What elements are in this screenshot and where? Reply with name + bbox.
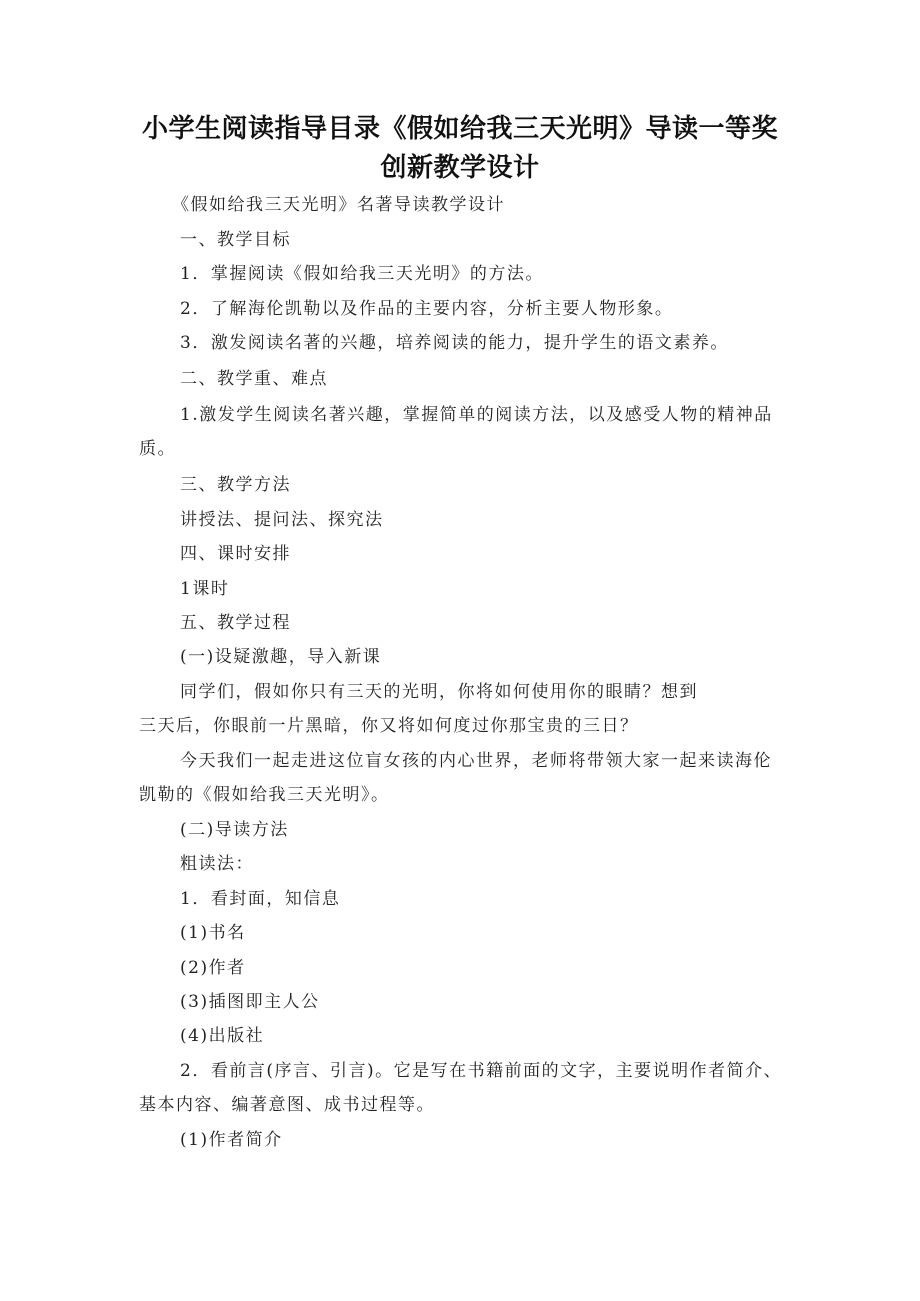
paragraph-line: 今天我们一起走进这位盲女孩的内心世界，老师将带领大家一起来读海伦	[180, 751, 772, 771]
paragraph-line: 粗读法：	[180, 854, 254, 874]
list-item: (1)书名	[180, 923, 246, 943]
subsection-heading: (一)设疑激趣，导入新课	[180, 647, 382, 667]
paragraph-line: 质。	[139, 439, 176, 459]
section-heading: 五、教学过程	[180, 613, 291, 633]
paragraph-line: 同学们，假如你只有三天的光明，你将如何使用你的眼睛？想到	[180, 682, 698, 702]
paragraph-line: 1.激发学生阅读名著兴趣，掌握简单的阅读方法，以及感受人物的精神品	[180, 405, 773, 425]
section-heading: 三、教学方法	[180, 475, 291, 495]
paragraph-line: 讲授法、提问法、探究法	[180, 510, 384, 530]
list-item: (4)出版社	[180, 1026, 265, 1046]
section-heading: 二、教学重、难点	[180, 369, 328, 389]
list-item: (2)作者	[180, 958, 246, 978]
list-item: 3．激发阅读名著的兴趣，培养阅读的能力，提升学生的语文素养。	[180, 333, 729, 353]
list-item: 2．看前言(序言、引言)。它是写在书籍前面的文字，主要说明作者简介、	[180, 1061, 783, 1081]
subsection-heading: (二)导读方法	[180, 820, 289, 840]
list-item: 1．掌握阅读《假如给我三天光明》的方法。	[180, 264, 544, 284]
paragraph-line: 凯勒的《假如给我三天光明》。	[139, 785, 390, 805]
list-item: 1．看封面，知信息	[180, 889, 341, 909]
document-title-line-2: 创新教学设计	[380, 153, 540, 183]
section-heading: 一、教学目标	[180, 230, 291, 250]
list-item: (1)作者简介	[180, 1130, 283, 1150]
paragraph-line: 1课时	[180, 579, 230, 599]
paragraph-line: 基本内容、编著意图、成书过程等。	[139, 1095, 435, 1115]
paragraph-line: 三天后，你眼前一片黑暗，你又将如何度过你那宝贵的三日？	[139, 716, 639, 736]
subtitle: 《假如给我三天光明》名著导读教学设计	[172, 195, 505, 215]
list-item: (3)插图即主人公	[180, 992, 320, 1012]
section-heading: 四、课时安排	[180, 544, 291, 564]
document-title-line-1: 小学生阅读指导目录《假如给我三天光明》导读一等奖	[141, 114, 778, 144]
list-item: 2．了解海伦凯勒以及作品的主要内容，分析主要人物形象。	[180, 299, 674, 319]
